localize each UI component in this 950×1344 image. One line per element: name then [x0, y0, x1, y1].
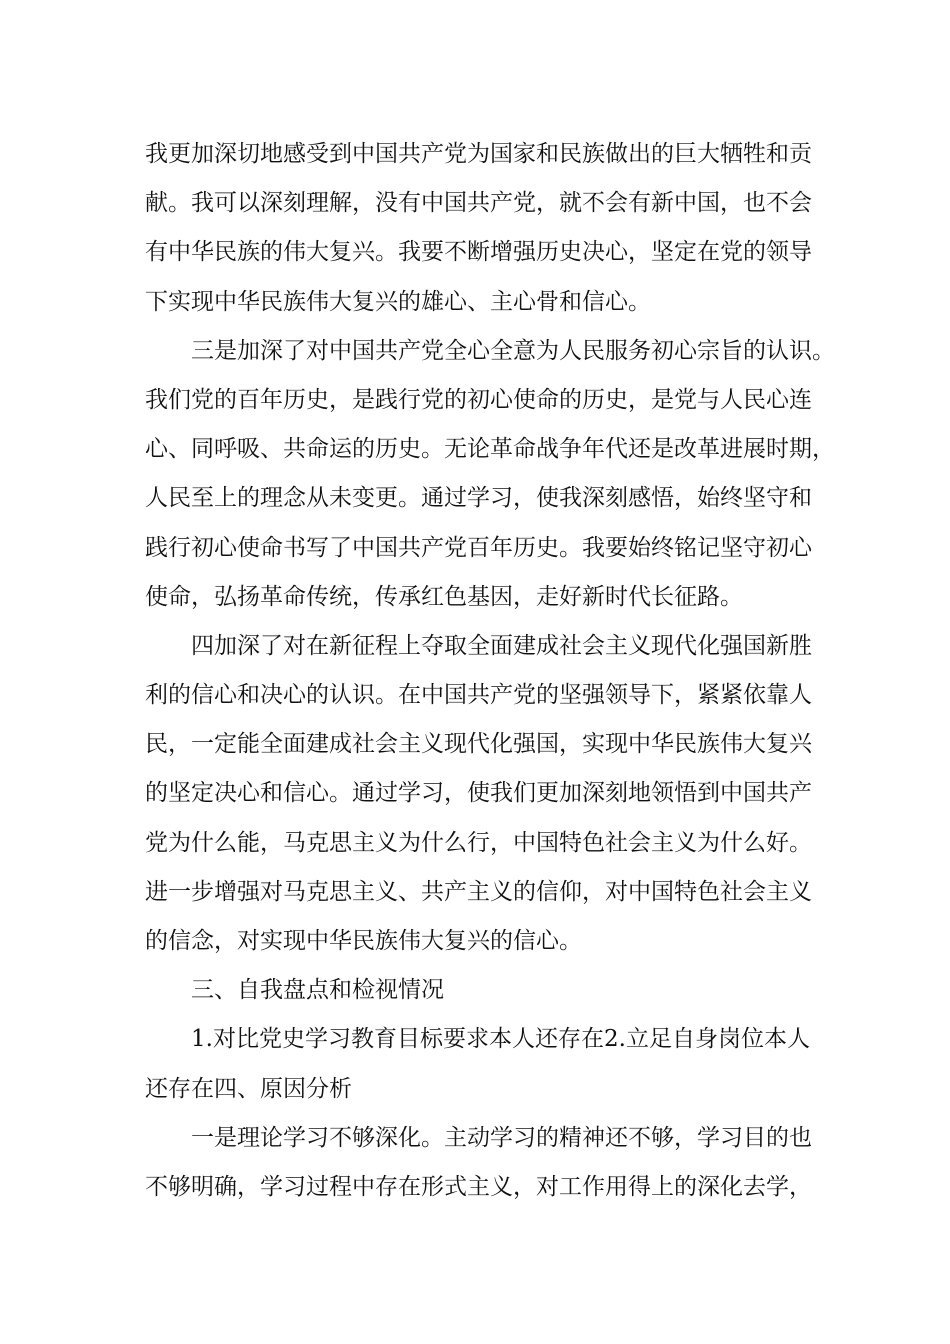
paragraph-start-line: 四加深了对在新征程上夺取全面建成社会主义现代化强国新胜 — [191, 632, 812, 659]
text-line: 献。我可以深刻理解，没有中国共产党，就不会有新中国，也不会 — [145, 190, 812, 217]
text-line: 还存在四、原因分析 — [145, 1075, 352, 1102]
text-line: 的坚定决心和信心。通过学习，使我们更加深刻地领悟到中国共产 — [145, 780, 812, 807]
text-line: 党为什么能，马克思主义为什么行，中国特色社会主义为什么好。 — [145, 829, 812, 856]
text-line: 有中华民族的伟大复兴。我要不断增强历史决心，坚定在党的领导 — [145, 239, 812, 266]
text-line: 不够明确，学习过程中存在形式主义，对工作用得上的深化去学， — [145, 1173, 812, 1200]
text-line: 践行初心使命书写了中国共产党百年历史。我要始终铭记坚守初心 — [145, 534, 812, 561]
paragraph-start-line: 三是加深了对中国共产党全心全意为人民服务初心宗旨的认识。 — [191, 337, 835, 364]
text-line: 人民至上的理念从未变更。通过学习，使我深刻感悟，始终坚守和 — [145, 485, 812, 512]
text-line: 我们党的百年历史，是践行党的初心使命的历史，是党与人民心连 — [145, 386, 812, 413]
section-heading: 三、自我盘点和检视情况 — [191, 977, 444, 1004]
paragraph-start-line: 1.对比党史学习教育目标要求本人还存在2.立足自身岗位本人 — [191, 1026, 810, 1053]
text-line: 心、同呼吸、共命运的历史。无论革命战争年代还是改革进展时期， — [145, 436, 835, 463]
text-line: 进一步增强对马克思主义、共产主义的信仰，对中国特色社会主义 — [145, 878, 812, 905]
text-line: 我更加深切地感受到中国共产党为国家和民族做出的巨大牺牲和贡 — [145, 141, 812, 167]
text-line: 使命，弘扬革命传统，传承红色基因，走好新时代长征路。 — [145, 583, 743, 610]
document-body — [145, 130, 835, 1212]
text-line: 的信念，对实现中华民族伟大复兴的信心。 — [145, 928, 582, 954]
text-line: 民，一定能全面建成社会主义现代化强国，实现中华民族伟大复兴 — [145, 731, 812, 758]
paragraph-start-line: 一是理论学习不够深化。主动学习的精神还不够，学习目的也 — [191, 1124, 812, 1151]
text-line: 下实现中华民族伟大复兴的雄心、主心骨和信心。 — [145, 288, 651, 315]
text-line: 利的信心和决心的认识。在中国共产党的坚强领导下，紧紧依靠人 — [145, 682, 812, 709]
